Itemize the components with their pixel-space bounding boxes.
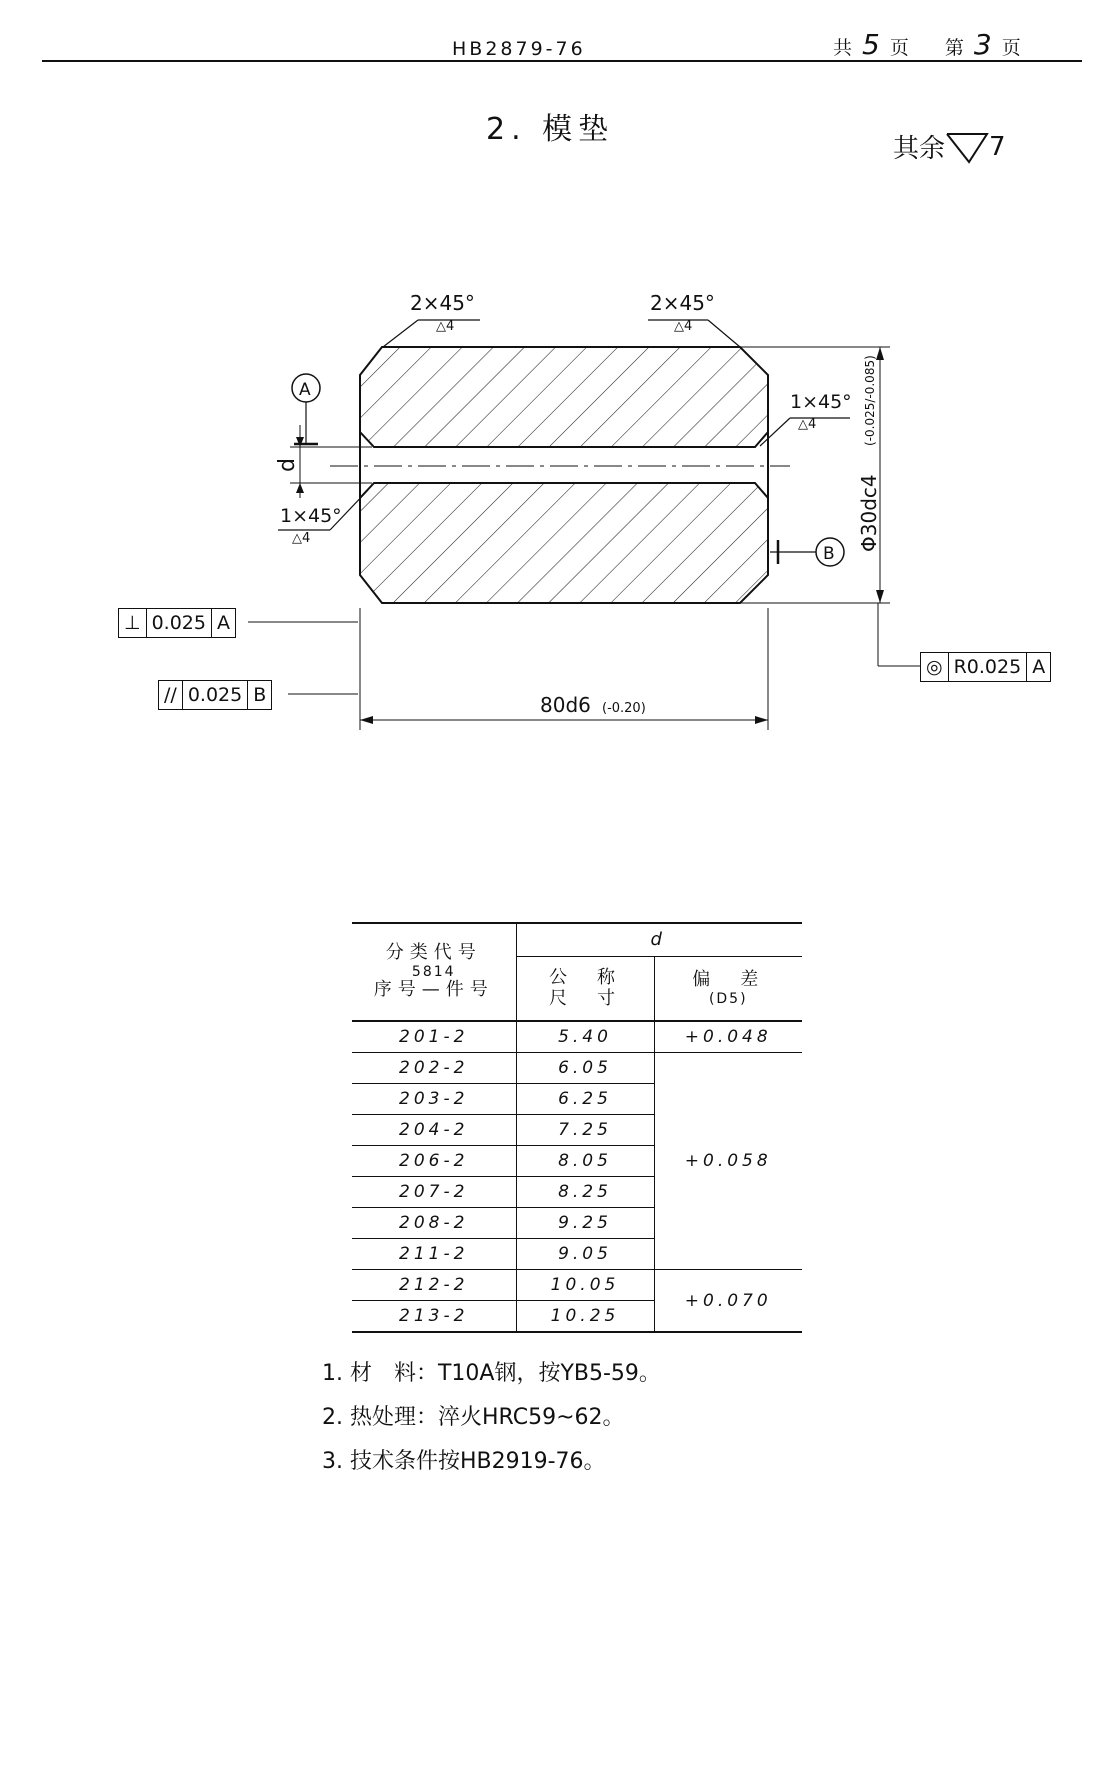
fcf-parallel-value: 0.025 — [183, 681, 248, 709]
table-header-row-1 — [352, 923, 802, 957]
concentric-icon: ◎ — [921, 653, 949, 681]
fcf-concentric-value: R0.025 — [949, 653, 1028, 681]
row-size: 9.25 — [516, 1208, 654, 1239]
row-deviation: +0.070 — [654, 1270, 802, 1333]
row-code: 201-2 — [352, 1021, 516, 1053]
row-code: 213-2 — [352, 1301, 516, 1333]
header-deviation: 偏 差 (D5) — [654, 957, 802, 1021]
fcf-concentric-datum: A — [1032, 656, 1046, 678]
row-code: 203-2 — [352, 1084, 516, 1115]
chamfer-bore-left-sub: △4 — [292, 531, 311, 546]
bore — [374, 447, 755, 483]
row-code: 207-2 — [352, 1177, 516, 1208]
row-deviation: +0.058 — [654, 1053, 802, 1270]
current-unit: 页 — [1001, 37, 1021, 59]
chamfer-bore-right-sub: △4 — [798, 417, 817, 432]
bore-label: d — [275, 458, 300, 472]
parallel-icon: // — [159, 681, 183, 709]
fcf-concentricity — [920, 652, 1051, 682]
part-drawing — [0, 0, 1116, 760]
fcf-parallel-datum: B — [253, 684, 267, 706]
chamfer-top-right-sub: △4 — [674, 319, 693, 334]
row-code: 204-2 — [352, 1115, 516, 1146]
row-code: 206-2 — [352, 1146, 516, 1177]
length-tol: (-0.20) — [602, 701, 646, 716]
spec-table — [352, 922, 802, 1333]
row-code: 208-2 — [352, 1208, 516, 1239]
table-row — [352, 1270, 802, 1301]
chamfer-top-left: 2×45° — [410, 291, 475, 315]
total-pages: 5 — [862, 28, 880, 61]
row-code: 202-2 — [352, 1053, 516, 1084]
row-size: 5.40 — [516, 1021, 654, 1053]
row-code: 211-2 — [352, 1239, 516, 1270]
current-label: 第 — [944, 37, 964, 59]
total-unit: 页 — [889, 37, 909, 59]
current-page: 3 — [973, 28, 992, 61]
fcf-perp-value: 0.025 — [147, 609, 212, 637]
datum-a-label: A — [299, 380, 311, 400]
note-item: 2. 热处理：淬火HRC59~62。 — [322, 1405, 625, 1430]
row-code: 212-2 — [352, 1270, 516, 1301]
upper-section — [360, 347, 768, 447]
fcf-perpendicularity — [118, 608, 236, 638]
row-size: 7.25 — [516, 1115, 654, 1146]
row-size: 6.05 — [516, 1053, 654, 1084]
technical-notes — [322, 1352, 661, 1484]
row-size: 9.05 — [516, 1239, 654, 1270]
row-size: 6.25 — [516, 1084, 654, 1115]
lower-section — [360, 483, 768, 603]
diameter-tol: (-0.025/-0.085) — [863, 355, 877, 446]
note-item: 3. 技术条件按HB2919-76。 — [322, 1449, 606, 1474]
header-nominal: 公 称 尺 寸 — [516, 957, 654, 1021]
fcf-parallelism — [158, 680, 272, 710]
row-deviation: +0.048 — [654, 1021, 802, 1053]
header-d: d — [516, 923, 802, 957]
table-row — [352, 1021, 802, 1053]
row-size: 8.05 — [516, 1146, 654, 1177]
table-row — [352, 1053, 802, 1084]
fcf-perp-datum: A — [216, 612, 230, 634]
chamfer-top-left-sub: △4 — [436, 319, 455, 334]
diameter-dim: Φ30dc4 — [857, 474, 881, 552]
total-label: 共 — [833, 37, 853, 59]
length-dim: 80d6 — [540, 693, 591, 717]
standard-number: HB2879-76 — [452, 38, 586, 60]
datum-b-label: B — [823, 544, 835, 564]
row-size: 10.25 — [516, 1301, 654, 1333]
note-item: 1. 材 料：T10A钢，按YB5-59。 — [322, 1361, 661, 1386]
roughness-label: 其余 — [893, 134, 946, 164]
header-code: 分类代号 5814 序号—件号 — [352, 923, 516, 1021]
chamfer-bore-right: 1×45° — [790, 391, 852, 413]
roughness-value: 7 — [989, 131, 1006, 162]
row-size: 10.05 — [516, 1270, 654, 1301]
chamfer-top-right: 2×45° — [650, 291, 715, 315]
page-title: 2. 模垫 — [486, 112, 615, 147]
row-size: 8.25 — [516, 1177, 654, 1208]
chamfer-bore-left: 1×45° — [280, 505, 342, 527]
perpendicular-icon: ⊥ — [119, 609, 147, 637]
